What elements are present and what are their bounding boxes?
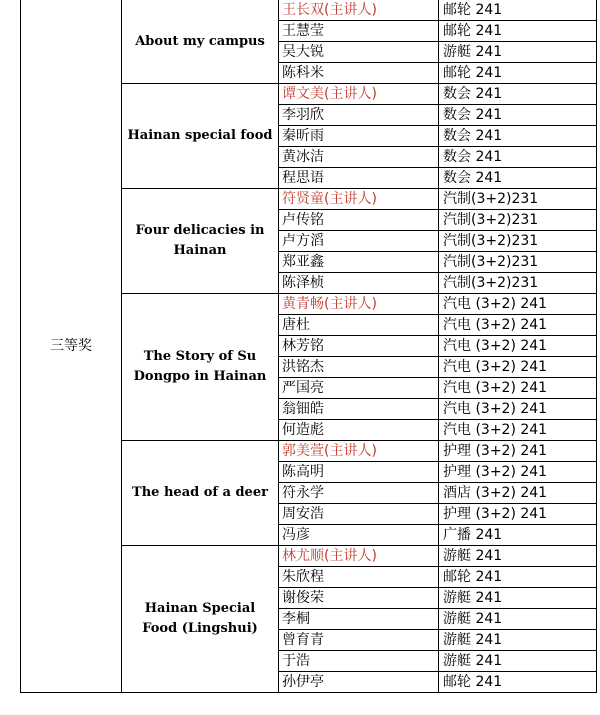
member-name: 郑亚鑫 [279,252,439,273]
class-cell: 护理 (3+2) 241 [439,504,597,525]
topic-cell: Hainan special food [122,84,279,189]
member-name: 谢俊荣 [279,588,439,609]
member-name: 何造彪 [279,420,439,441]
topic-cell: Hainan Special Food (Lingshui) [122,546,279,693]
award-level: 三等奖 [21,0,122,693]
class-cell: 汽电 (3+2) 241 [439,378,597,399]
member-name: 符永学 [279,483,439,504]
class-cell: 数会 241 [439,147,597,168]
class-cell: 护理 (3+2) 241 [439,441,597,462]
member-name: 程思语 [279,168,439,189]
class-cell: 汽电 (3+2) 241 [439,315,597,336]
class-cell: 数会 241 [439,168,597,189]
member-name: 严国亮 [279,378,439,399]
table-row [21,0,597,21]
member-name: 李羽欣 [279,105,439,126]
member-name: 朱欣程 [279,567,439,588]
class-cell: 游艇 241 [439,609,597,630]
class-cell: 汽电 (3+2) 241 [439,357,597,378]
class-cell: 汽制(3+2)231 [439,231,597,252]
member-name: 李桐 [279,609,439,630]
member-name: 秦昕雨 [279,126,439,147]
member-name: 曾育青 [279,630,439,651]
class-cell: 邮轮 241 [439,672,597,693]
class-cell: 汽制(3+2)231 [439,210,597,231]
class-cell: 邮轮 241 [439,567,597,588]
class-cell: 汽电 (3+2) 241 [439,294,597,315]
class-cell: 汽制(3+2)231 [439,252,597,273]
class-cell: 汽电 (3+2) 241 [439,336,597,357]
class-cell: 邮轮 241 [439,0,597,21]
member-name: 周安浩 [279,504,439,525]
class-cell: 游艇 241 [439,630,597,651]
member-name: 洪铭杰 [279,357,439,378]
class-cell: 数会 241 [439,126,597,147]
member-name: 孙伊亭 [279,672,439,693]
class-cell: 汽电 (3+2) 241 [439,399,597,420]
class-cell: 汽制(3+2)231 [439,189,597,210]
awards-table-body [21,0,597,693]
class-cell: 游艇 241 [439,546,597,567]
member-name: 王慧莹 [279,21,439,42]
topic-cell: The Story of Su Dongpo in Hainan [122,294,279,441]
member-name: 陈科米 [279,63,439,84]
member-name: 林芳铭 [279,336,439,357]
member-name: 陈泽桢 [279,273,439,294]
topic-cell: The head of a deer [122,441,279,546]
lead-speaker-name: 黄青畅(主讲人) [279,294,439,315]
member-name: 吴大锐 [279,42,439,63]
class-cell: 游艇 241 [439,42,597,63]
lead-speaker-name: 林尤顺(主讲人) [279,546,439,567]
class-cell: 游艇 241 [439,588,597,609]
topic-cell: Four delicacies in Hainan [122,189,279,294]
member-name: 冯彦 [279,525,439,546]
lead-speaker-name: 郭美萱(主讲人) [279,441,439,462]
member-name: 唐杜 [279,315,439,336]
class-cell: 汽电 (3+2) 241 [439,420,597,441]
class-cell: 数会 241 [439,84,597,105]
member-name: 于浩 [279,651,439,672]
lead-speaker-name: 王长双(主讲人) [279,0,439,21]
lead-speaker-name: 符贤童(主讲人) [279,189,439,210]
class-cell: 汽制(3+2)231 [439,273,597,294]
member-name: 卢方滔 [279,231,439,252]
class-cell: 护理 (3+2) 241 [439,462,597,483]
class-cell: 游艇 241 [439,651,597,672]
class-cell: 广播 241 [439,525,597,546]
lead-speaker-name: 谭文美(主讲人) [279,84,439,105]
member-name: 陈高明 [279,462,439,483]
topic-cell: About my campus [122,0,279,84]
class-cell: 酒店 (3+2) 241 [439,483,597,504]
class-cell: 邮轮 241 [439,63,597,84]
class-cell: 数会 241 [439,105,597,126]
member-name: 卢传铭 [279,210,439,231]
class-cell: 邮轮 241 [439,21,597,42]
member-name: 黄冰洁 [279,147,439,168]
awards-table [20,0,597,693]
member-name: 翁钿皓 [279,399,439,420]
